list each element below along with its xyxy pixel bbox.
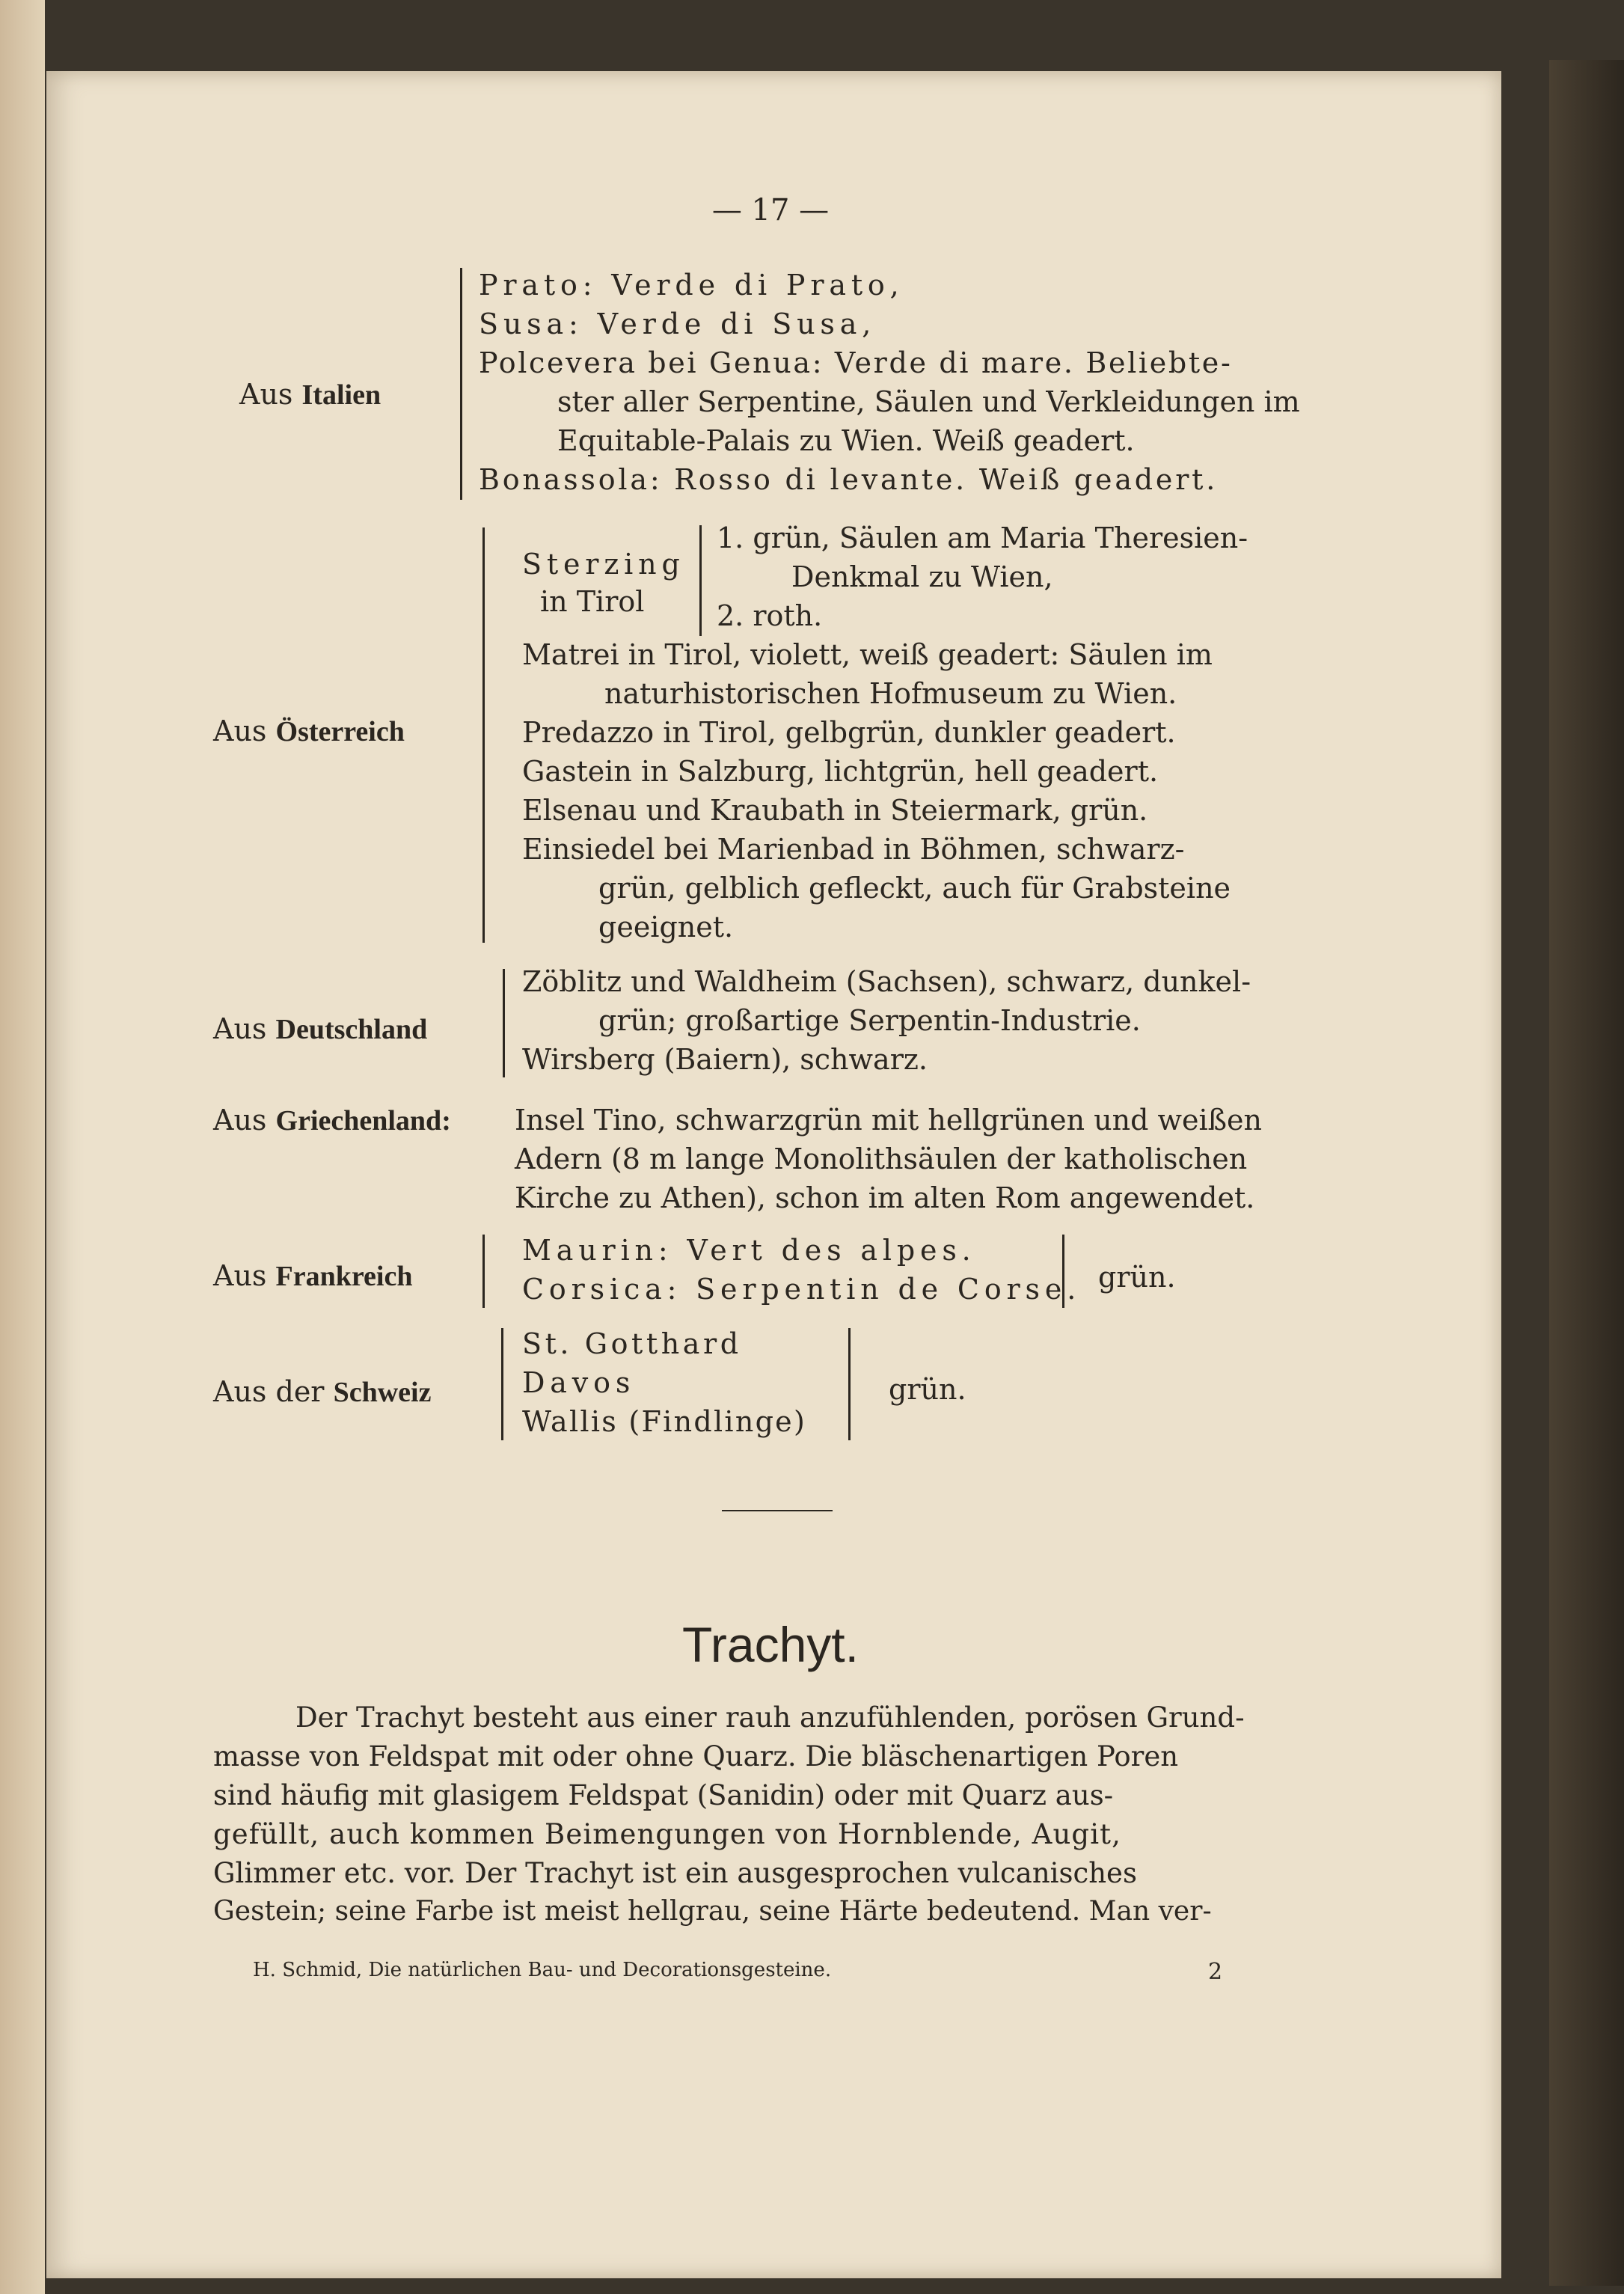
switzerland-line-3: Wallis (Findlinge) (522, 1405, 807, 1438)
germany-line-2: grün; großartige Serpentin-Industrie. (598, 1004, 1141, 1037)
page-number: — 17 — (711, 193, 830, 227)
left-page-edge (0, 0, 45, 2294)
austria-line-4: Gastein in Salzburg, lichtgrün, hell geadert. (522, 755, 1159, 788)
brace-austria (482, 527, 485, 943)
italy-line-6: Bonassola: Rosso di levante. Weiß geadert. (479, 463, 1219, 496)
france-line-1: Maurin: Vert des alpes. (522, 1234, 976, 1267)
switzerland-line-2: Davos (522, 1366, 636, 1399)
austria-line-7: grün, gelblich gefleckt, auch für Grabsteine (598, 872, 1231, 905)
country-label-greece (213, 1104, 451, 1137)
label-country: Griechenland: (275, 1105, 451, 1137)
austria-line-1: Matrei in Tirol, violett, weiß geadert: Säulen im (522, 638, 1213, 671)
sterzing-label-1: Sterzing (522, 548, 685, 581)
italy-line-1: Prato: Verde di Prato, (479, 269, 904, 302)
paragraph-line-2: masse von Feldspat mit oder ohne Quarz. Die bläschenartigen Poren (213, 1740, 1179, 1773)
sterzing-sub-2: Denkmal zu Wien, (791, 560, 1053, 593)
germany-line-1: Zöblitz und Waldheim (Sachsen), schwarz, dunkel- (522, 965, 1251, 998)
country-label-switzerland (213, 1375, 431, 1409)
label-country: Schweiz (333, 1377, 432, 1408)
section-heading: Trachyt. (682, 1617, 859, 1672)
switzerland-suffix: grün. (889, 1373, 966, 1406)
austria-line-5: Elsenau und Kraubath in Steiermark, grün. (522, 794, 1148, 827)
brace-france-right (1062, 1235, 1064, 1308)
brace-sterzing (699, 525, 702, 636)
label-country: Frankreich (275, 1261, 413, 1292)
italy-line-2: Susa: Verde di Susa, (479, 308, 877, 340)
austria-line-3: Predazzo in Tirol, gelbgrün, dunkler geadert. (522, 716, 1176, 749)
label-prefix: Aus (213, 1104, 267, 1137)
sterzing-label-2: in Tirol (540, 585, 645, 618)
greece-line-3: Kirche zu Athen), schon im alten Rom angewendet. (515, 1181, 1255, 1214)
paragraph-line-5: Glimmer etc. vor. Der Trachyt ist ein ausgesprochen vulcanisches (213, 1857, 1137, 1889)
label-prefix: Aus (213, 1012, 267, 1045)
austria-line-6: Einsiedel bei Marienbad in Böhmen, schwarz- (522, 833, 1185, 866)
italy-line-3: Polcevera bei Genua: Verde di mare. Beliebte- (479, 346, 1233, 379)
brace-switzerland-right (848, 1328, 851, 1440)
brace-germany (503, 969, 505, 1077)
country-label-italy (239, 378, 381, 412)
brace-italy (460, 268, 462, 500)
label-country: Deutschland (275, 1014, 428, 1045)
paragraph-line-4: gefüllt, auch kommen Beimengungen von Hornblende, Augit, (213, 1818, 1122, 1850)
france-suffix: grün. (1098, 1261, 1176, 1294)
label-prefix: Aus der (213, 1375, 325, 1408)
paragraph-line-3: sind häufig mit glasigem Feldspat (Sanidin) oder mit Quarz aus- (213, 1779, 1114, 1811)
brace-switzerland-left (501, 1328, 503, 1440)
germany-line-3: Wirsberg (Baiern), schwarz. (522, 1043, 928, 1076)
france-line-2: Corsica: Serpentin de Corse. (522, 1273, 1082, 1306)
italy-line-4: ster aller Serpentine, Säulen und Verkleidungen im (557, 385, 1300, 418)
sterzing-sub-1: 1. grün, Säulen am Maria Theresien- (717, 521, 1248, 554)
country-label-france (213, 1259, 412, 1293)
label-prefix: Aus (239, 378, 293, 411)
brace-france-left (482, 1235, 485, 1308)
austria-line-8: geeignet. (598, 911, 734, 943)
book-edge (1549, 60, 1624, 2286)
paragraph-line-6: Gestein; seine Farbe ist meist hellgrau, seine Härte bedeutend. Man ver- (213, 1896, 1212, 1927)
label-country: Österreich (275, 716, 405, 747)
country-label-austria (213, 715, 405, 748)
country-label-germany (213, 1012, 427, 1046)
section-divider (722, 1510, 833, 1511)
switzerland-line-1: St. Gotthard (522, 1327, 742, 1360)
italy-line-5: Equitable-Palais zu Wien. Weiß geadert. (557, 424, 1135, 457)
austria-line-2: naturhistorischen Hofmuseum zu Wien. (604, 677, 1177, 710)
paragraph-line-1: Der Trachyt besteht aus einer rauh anzufühlenden, porösen Grund- (295, 1701, 1245, 1734)
label-prefix: Aus (213, 1259, 267, 1292)
footer-signature: 2 (1208, 1959, 1223, 1985)
label-country: Italien (301, 379, 382, 411)
label-prefix: Aus (213, 715, 267, 747)
greece-line-2: Adern (8 m lange Monolithsäulen der katholischen (515, 1143, 1248, 1175)
sterzing-sub-3: 2. roth. (717, 599, 823, 632)
greece-line-1: Insel Tino, schwarzgrün mit hellgrünen und weißen (515, 1104, 1263, 1137)
footer-credit: H. Schmid, Die natürlichen Bau- und Decorationsgesteine. (253, 1959, 832, 1981)
